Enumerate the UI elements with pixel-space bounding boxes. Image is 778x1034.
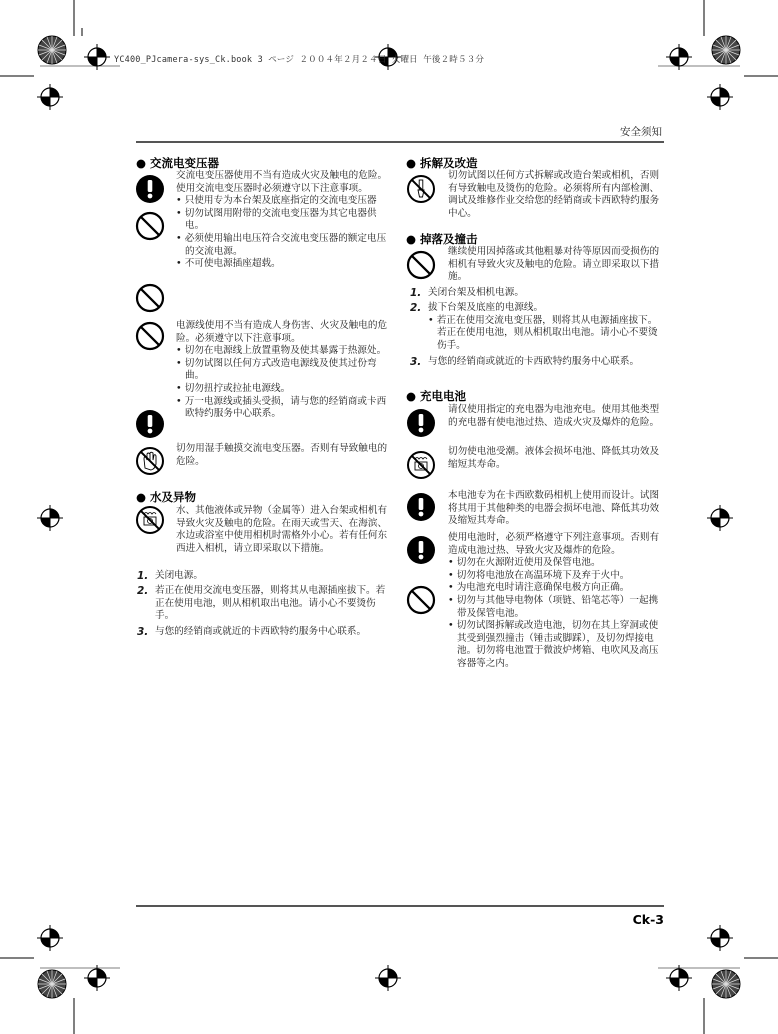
water-intro: 水、其他液体或异物（金属等）进入台架或相机有导致火灾及触电的危险。在雨天或雪天、在海滨、水边或浴室中使用相机时需格外小心。若有任何东西进入相机，请立即采取以下措施。 [176, 505, 388, 554]
file-info-line: YC400_PJcamera-sys_Ck.book 3 ページ ２００４年２月２４日 火曜日 午後２時５３分 [114, 55, 485, 65]
warning-icon [407, 493, 435, 521]
bullet-item: • 必须使用输出电压符合交流电变压器的额定电压的交流电源。 [176, 232, 387, 257]
section-ac-adapter-title: ● 交流电变压器 [136, 156, 220, 170]
step-text: 关闭电源。 [155, 570, 203, 581]
warning-icon [136, 175, 164, 203]
warning-icon [407, 536, 435, 564]
step-number: 3. [137, 626, 149, 638]
step-text: 与您的经销商或就近的卡西欧特约服务中心联系。 [155, 626, 367, 637]
section-battery-title: ● 充电电池 [406, 389, 467, 403]
bullet-item: • 为电池充电时请注意确保电极方向正确。 [448, 582, 630, 594]
prohibited-icon [137, 213, 163, 239]
prohibited-icon [137, 323, 163, 349]
step-number: 2. [410, 302, 422, 314]
bullet-item: • 切勿在火源附近使用及保管电池。 [448, 557, 601, 569]
drop-step-1 [410, 287, 664, 300]
footer-rule [136, 905, 664, 907]
bullet-item: • 万一电源线或插头受损，请与您的经销商或卡西欧特约服务中心联系。 [176, 395, 387, 420]
section-title: 安全须知 [620, 126, 662, 138]
prohibited-icon [137, 285, 163, 311]
no-wet-hands-icon [137, 448, 163, 474]
drop-warning: 继续使用因掉落或其他粗暴对待等原因而受损伤的相机有导致火灾及触电的危险。请立即采取以下措施。 [448, 246, 660, 283]
bullet-item: • 若正在使用交流电变压器，则将其从电源插座拔下。若正在使用电池，则从相机取出电池。请小心不要烫伤手。 [428, 314, 658, 351]
disassembly-warning: 切勿试图以任何方式拆解或改造台架或相机，否则有导致触电及烫伤的危险。必须将所有内部检测、调试及维修作业交给您的经销商或卡西欧特约服务中心。 [448, 170, 660, 219]
bullet-item: • 切勿将电池放在高温环境下及弃于火中。 [448, 569, 630, 581]
page-number: Ck-3 [632, 912, 664, 927]
wet-hands-warning: 切勿用湿手触摸交流电变压器。否则有导致触电的危险。 [176, 443, 388, 467]
paragraph-text: 交流电变压器使用不当有造成火灾及触电的危险。使用交流电变压器时必须遵守以下注意事项。 [176, 170, 388, 194]
drop-step-2 [410, 302, 664, 352]
drop-step-3 [410, 356, 664, 369]
power-cord-warning [176, 320, 392, 421]
step-number: 1. [137, 570, 149, 582]
prohibited-icon [408, 252, 434, 278]
water-step-2 [137, 585, 392, 623]
ac-adapter-intro [176, 170, 392, 271]
water-step-1 [137, 570, 392, 583]
battery-precautions [448, 532, 664, 671]
no-water-icon [137, 507, 163, 533]
warning-icon [407, 409, 435, 437]
prohibited-icon [408, 587, 434, 613]
paragraph-text: 电源线使用不当有造成人身伤害、火灾及触电的危险。必须遵守以下注意事项。 [176, 320, 388, 344]
step-number: 2. [137, 585, 149, 597]
battery-moisture-warning: 切勿使电池受潮。液体会损坏电池、降低其功效及缩短其寿命。 [448, 446, 660, 470]
bullet-item: • 切勿与其他导电物体（项链、铅笔芯等）一起携带及保管电池。 [448, 594, 659, 619]
step-number: 3. [410, 356, 422, 368]
bullet-item: • 切勿在电源线上放置重物及使其暴露于热源处。 [176, 345, 387, 357]
bullet-item: • 切勿试图拆解或改造电池，切勿在其上穿洞或使其受到强烈撞击（锤击或脚踩），及切勿焊接电池。切勿将电池置于微波炉烤箱、电吹风及高压容器等之内。 [448, 620, 659, 669]
no-disassembly-icon [408, 176, 434, 202]
bullet-item: • 切勿扭拧或拉扯电源线。 [176, 382, 291, 394]
section-water-title: ● 水及异物 [136, 490, 197, 504]
section-drop-title: ● 掉落及撞击 [406, 232, 478, 246]
bullet-item: • 不可使电源插座超载。 [176, 258, 281, 270]
step-number: 1. [410, 287, 422, 299]
battery-charger-warning: 请仅使用指定的充电器为电池充电。使用其他类型的充电器有使电池过热、造成火灾及爆炸的危险。 [448, 404, 660, 428]
bullet-item: • 切勿试图以任何方式改造电源线及使其过份弯曲。 [176, 357, 377, 382]
step-text: 若正在使用交流电变压器，则将其从电源插座拔下。若正在使用电池，则从相机取出电池。请小心不要烫伤手。 [155, 585, 386, 622]
bullet-item: • 只使用专为本台架及底座指定的交流电变压器 [176, 195, 377, 207]
warning-icon [136, 410, 164, 438]
bullet-item: • 切勿试图用附带的交流电变压器为其它电器供电。 [176, 207, 377, 232]
step-text: 与您的经销商或就近的卡西欧特约服务中心联系。 [428, 356, 640, 367]
paragraph-text: 使用电池时，必须严格遵守下列注意事项。否则有造成电池过热、导致火灾及爆炸的危险。 [448, 532, 660, 556]
no-water-icon [408, 452, 434, 478]
battery-usage-warning: 本电池专为在卡西欧数码相机上使用而设计。试图将其用于其他种类的电器会损坏电池、降低其功效及缩短其寿命。 [448, 490, 660, 527]
water-step-3 [137, 626, 392, 639]
step-text: 关闭台架及相机电源。 [428, 287, 524, 298]
step-text: 拔下台架及底座的电源线。 [428, 302, 544, 313]
section-disassembly-title: ● 拆解及改造 [406, 156, 478, 170]
